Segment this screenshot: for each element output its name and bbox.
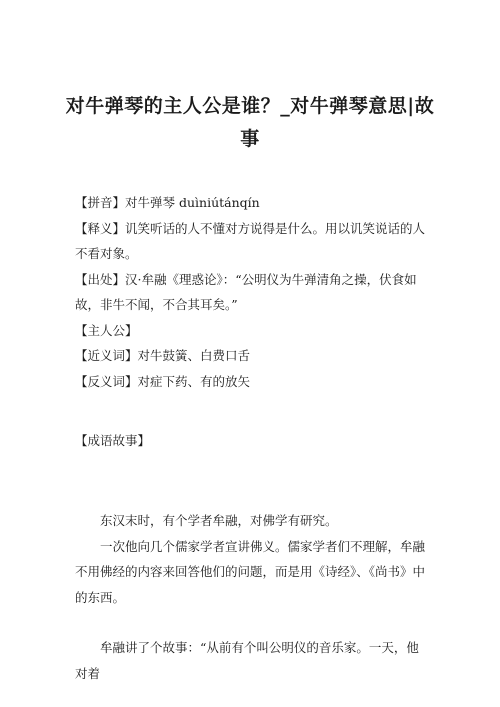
story-body <box>75 508 427 686</box>
entry-pinyin: 【拼音】对牛弹琴 duìniútánqín <box>75 195 260 210</box>
entry-source: 【出处】汉·牟融《理惑论》：“公明仪为牛弹清角之操，伏食如故，非牛不闻，不合其耳矣。” <box>75 271 417 312</box>
story-paragraph: 一次他向几个儒家学者宣讲佛义。儒家学者们不理解，牟融不用佛经的内容来回答他们的问题，而是用《诗经》、《尚书》中的东西。 <box>75 538 426 605</box>
entry-meaning: 【释义】讥笑听话的人不懂对方说得是什么。用以讥笑说话的人不看对象。 <box>75 220 426 261</box>
page-title: 对牛弹琴的主人公是谁？_对牛弹琴意思|故事 <box>65 95 435 150</box>
story-paragraph: 东汉末时，有个学者牟融，对佛学有研究。 <box>100 513 338 528</box>
entry-synonyms: 【近义词】对牛鼓簧、白费口舌 <box>75 348 251 363</box>
entry-protagonist: 【主人公】 <box>75 322 138 338</box>
story-paragraph: 牟融讲了个故事：“从前有个叫公明仪的音乐家。一天，他对着 <box>75 640 419 681</box>
idiom-entries <box>75 190 427 394</box>
entry-antonyms: 【反义词】对症下药、有的放矢 <box>75 373 251 389</box>
story-heading: 【成语故事】 <box>75 433 151 448</box>
